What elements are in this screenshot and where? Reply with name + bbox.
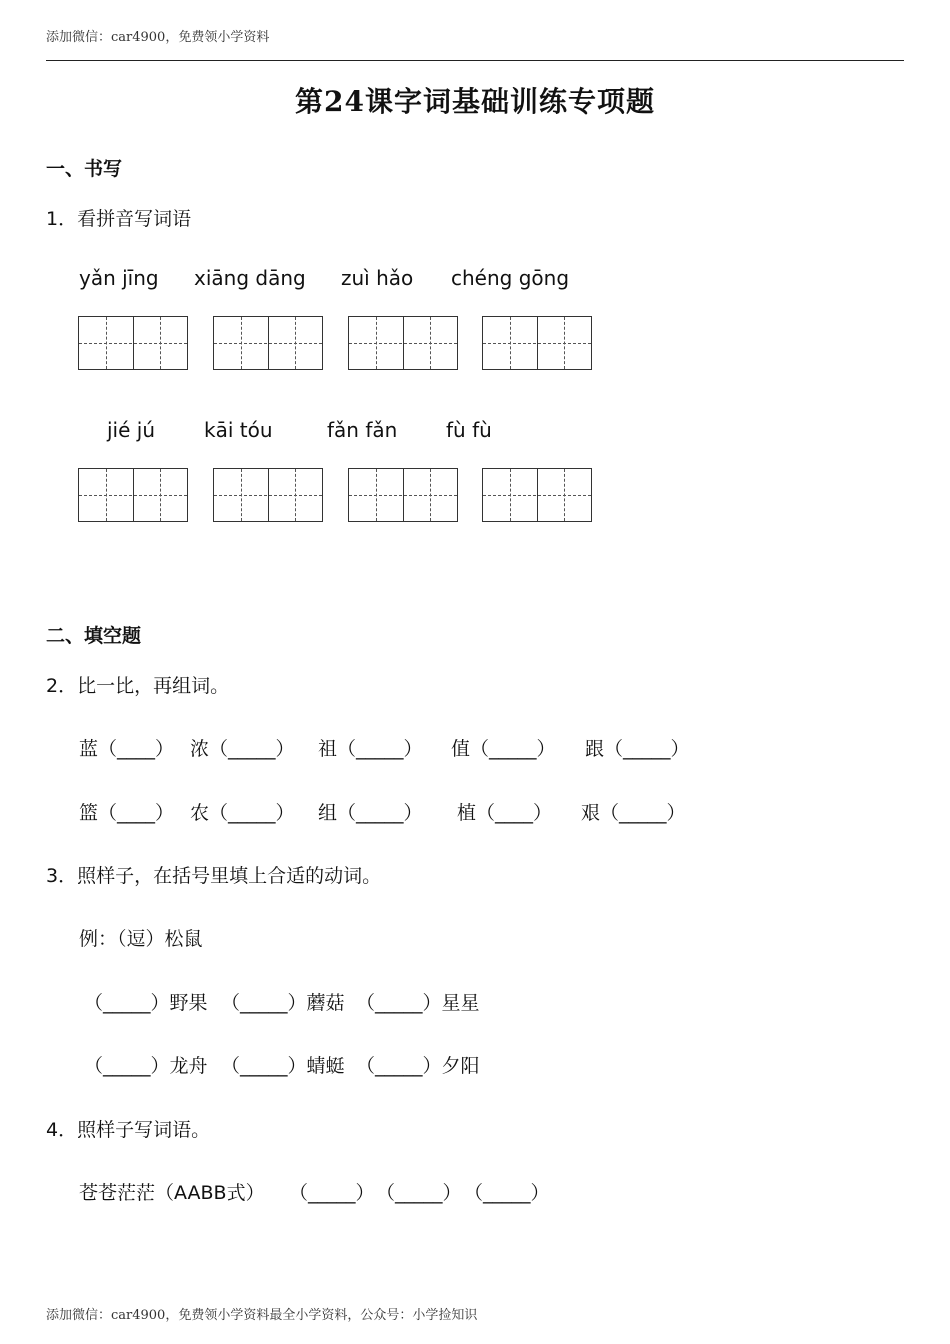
compare-item: 蓝（____） bbox=[79, 738, 175, 760]
question-1-prompt: 1．看拼音写词语 bbox=[46, 208, 192, 230]
section-heading-fill-blank: 二、填空题 bbox=[46, 625, 142, 647]
pattern-blank: （_____） bbox=[289, 1182, 375, 1204]
verb-blank-item: （_____）蜻蜓 bbox=[221, 1055, 345, 1077]
verb-blank-item: （_____）星星 bbox=[356, 992, 480, 1014]
pattern-blank: （_____） bbox=[464, 1182, 550, 1204]
pinyin-label: fù fù bbox=[446, 418, 492, 442]
compare-item: 浓（_____） bbox=[190, 738, 295, 760]
writing-grid[interactable] bbox=[213, 316, 323, 370]
writing-grid[interactable] bbox=[348, 316, 458, 370]
pattern-example: 苍苍茫茫（AABB式） bbox=[79, 1182, 265, 1204]
question-4-prompt: 4．照样子写词语。 bbox=[46, 1119, 211, 1141]
pinyin-label: fǎn fǎn bbox=[327, 418, 398, 442]
writing-grid[interactable] bbox=[482, 316, 592, 370]
writing-grid[interactable] bbox=[482, 468, 592, 522]
verb-blank-item: （_____）蘑菇 bbox=[221, 992, 345, 1014]
compare-item: 植（____） bbox=[457, 802, 553, 824]
section-heading-writing: 一、书写 bbox=[46, 158, 123, 180]
pinyin-label: xiāng dāng bbox=[194, 266, 306, 290]
pinyin-label: jié jú bbox=[107, 418, 156, 442]
example-line: 例：（逗）松鼠 bbox=[79, 928, 203, 950]
compare-item: 农（_____） bbox=[190, 802, 295, 824]
compare-item: 祖（_____） bbox=[318, 738, 423, 760]
question-3-prompt: 3．照样子，在括号里填上合适的动词。 bbox=[46, 865, 382, 887]
pattern-blank: （_____） bbox=[376, 1182, 462, 1204]
writing-grid[interactable] bbox=[213, 468, 323, 522]
compare-item: 艰（_____） bbox=[581, 802, 686, 824]
footer-note: 添加微信：car4900，免费领小学资料最全小学资料，公众号：小学捡知识 bbox=[46, 1308, 478, 1323]
writing-grid[interactable] bbox=[348, 468, 458, 522]
compare-item: 篮（____） bbox=[79, 802, 175, 824]
pinyin-label: chéng gōng bbox=[451, 266, 570, 290]
pinyin-label: kāi tóu bbox=[204, 418, 273, 442]
pinyin-label: yǎn jīng bbox=[79, 266, 159, 290]
compare-item: 值（_____） bbox=[451, 738, 556, 760]
writing-grid[interactable] bbox=[78, 316, 188, 370]
verb-blank-item: （_____）夕阳 bbox=[356, 1055, 480, 1077]
compare-item: 组（_____） bbox=[318, 802, 423, 824]
header-note: 添加微信：car4900，免费领小学资料 bbox=[46, 30, 270, 45]
pinyin-label: zuì hǎo bbox=[341, 266, 414, 290]
compare-item: 跟（_____） bbox=[585, 738, 690, 760]
page-title: 第24课字词基础训练专项题 bbox=[295, 85, 655, 118]
verb-blank-item: （_____）野果 bbox=[84, 992, 208, 1014]
header-divider bbox=[46, 60, 904, 61]
verb-blank-item: （_____）龙舟 bbox=[84, 1055, 208, 1077]
question-2-prompt: 2．比一比，再组词。 bbox=[46, 675, 230, 697]
writing-grid[interactable] bbox=[78, 468, 188, 522]
